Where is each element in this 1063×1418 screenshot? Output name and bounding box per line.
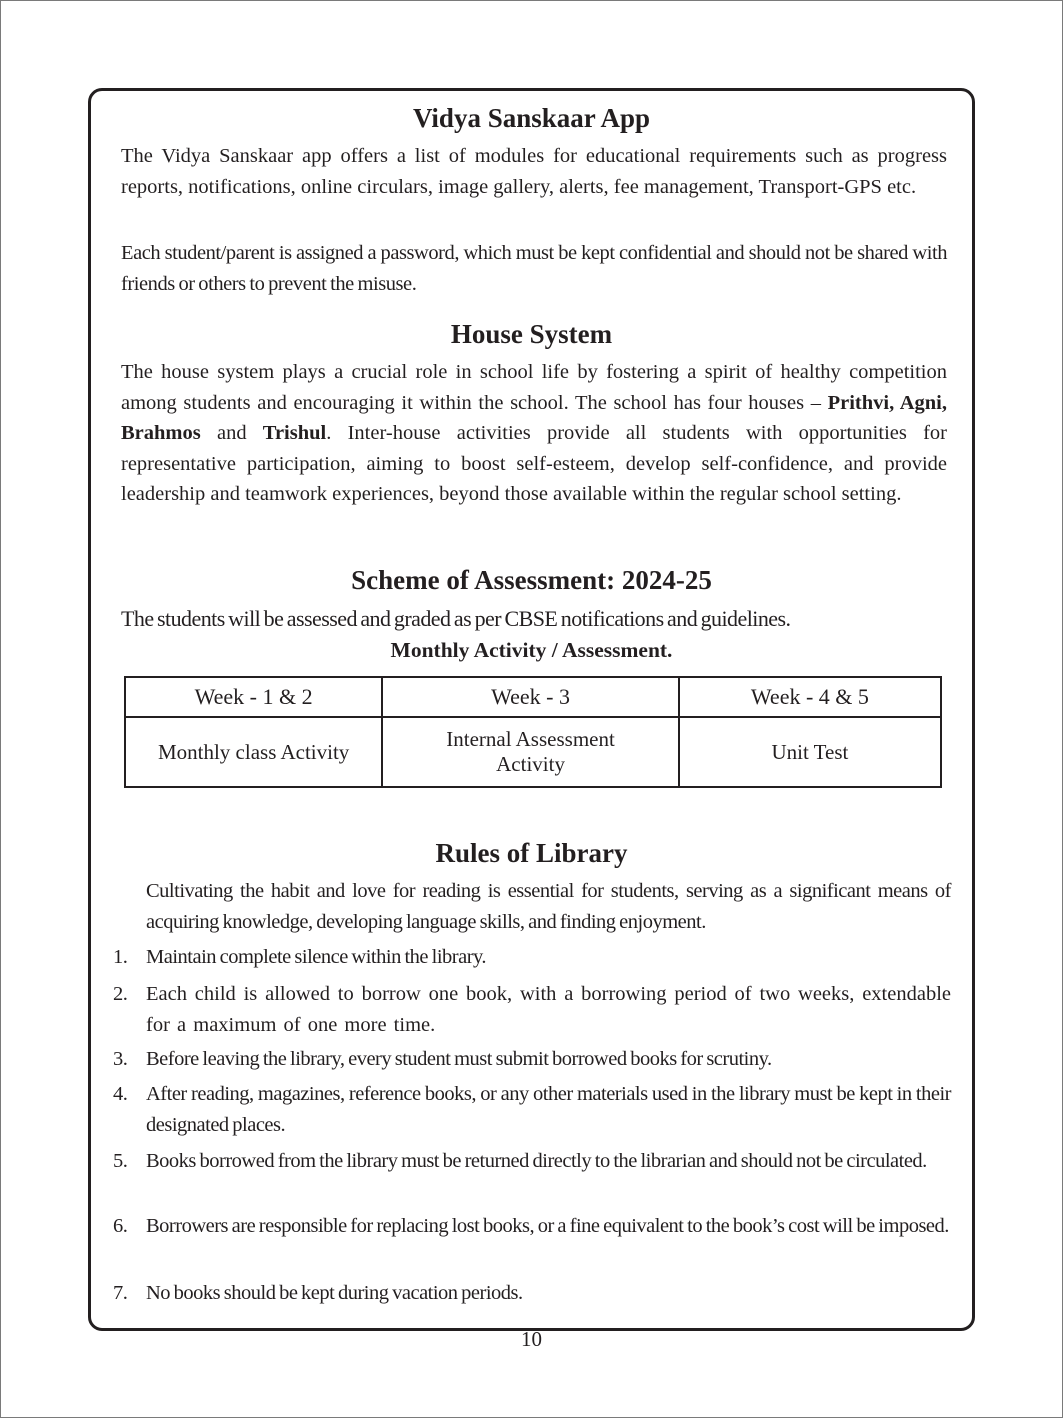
house-text-after: . Inter-house activities provide all students with opportunities for representative participation, aiming to boost self-esteem, develop self-confidence, and provide leadership and teamwork experiences, beyond those available within the regular school setting. — [121, 422, 947, 505]
rule-text: Maintain complete silence within the library. — [146, 946, 487, 968]
rule-text: No books should be kept during vacation periods. — [146, 1282, 523, 1304]
rule-number: 2. — [113, 983, 128, 1005]
rule-number: 3. — [113, 1048, 128, 1070]
assessment-subtitle: Monthly Activity / Assessment. — [390, 638, 673, 662]
table-cell: Monthly class Activity — [125, 717, 382, 787]
library-rule — [113, 1278, 951, 1309]
house-text-and: and — [200, 422, 263, 444]
library-rule — [113, 1211, 951, 1242]
library-rule — [113, 1044, 951, 1075]
assessment-table — [124, 676, 942, 788]
rule-number: 5. — [113, 1150, 128, 1172]
vidya-paragraph-2: Each student/parent is assigned a password, which must be kept confidential and should not be shared with friends or others to prevent the misuse. — [121, 242, 947, 295]
rule-number: 1. — [113, 946, 128, 968]
vidya-paragraph-1: The Vidya Sanskaar app offers a list of modules for educational requirements such as progress reports, notifications, online circulars, image gallery, alerts, fee management, Transport-GPS etc. — [121, 145, 947, 198]
house-name-trishul: Trishul — [262, 422, 327, 444]
content-box — [88, 88, 975, 1331]
section-title-assessment: Scheme of Assessment: 2024-25 — [351, 565, 712, 595]
rule-text: Books borrowed from the library must be returned directly to the librarian and should not be circulated. — [146, 1150, 927, 1172]
assessment-intro: The students will be assessed and graded as per CBSE notifications and guidelines. — [121, 606, 791, 631]
table-cell: Unit Test — [679, 717, 941, 787]
rule-number: 4. — [113, 1083, 128, 1105]
rule-text: After reading, magazines, reference books, or any other materials used in the library must be kept in their designated places. — [146, 1083, 951, 1136]
rule-text: Each child is allowed to borrow one book, with a borrowing period of two weeks, extendable for a maximum of one more time. — [146, 983, 951, 1036]
rule-text: Before leaving the library, every student must submit borrowed books for scrutiny. — [146, 1048, 772, 1070]
table-header-row — [125, 677, 941, 717]
section-title-house-system: House System — [450, 319, 613, 349]
section-title-library: Rules of Library — [435, 838, 628, 868]
table-header-cell: Week - 1 & 2 — [125, 677, 382, 717]
section-title-vidya-sanskaar: Vidya Sanskaar App — [412, 103, 651, 133]
house-names: Prithvi, Agni, Brahmos — [121, 391, 947, 444]
table-header-cell: Week - 3 — [382, 677, 679, 717]
library-rule — [113, 1146, 951, 1177]
page-number: 10 — [521, 1327, 542, 1351]
library-rule — [113, 1079, 951, 1141]
house-paragraph — [121, 357, 947, 510]
rule-number: 6. — [113, 1215, 128, 1237]
library-rule — [113, 979, 951, 1041]
library-intro: Cultivating the habit and love for reading is essential for students, serving as a significant means of acquiring knowledge, developing language skills, and finding enjoyment. — [146, 880, 951, 933]
rule-number: 7. — [113, 1282, 128, 1304]
library-rule — [113, 942, 951, 973]
rule-text: Borrowers are responsible for replacing lost books, or a fine equivalent to the book’s cost will be imposed. — [146, 1215, 949, 1237]
table-cell: Internal Assessment Activity — [382, 717, 679, 787]
table-row — [125, 717, 941, 787]
house-text-before: The house system plays a crucial role in school life by fostering a spirit of healthy competition among students and encouraging it within the school. The school has four houses – — [121, 361, 947, 414]
table-header-cell: Week - 4 & 5 — [679, 677, 941, 717]
